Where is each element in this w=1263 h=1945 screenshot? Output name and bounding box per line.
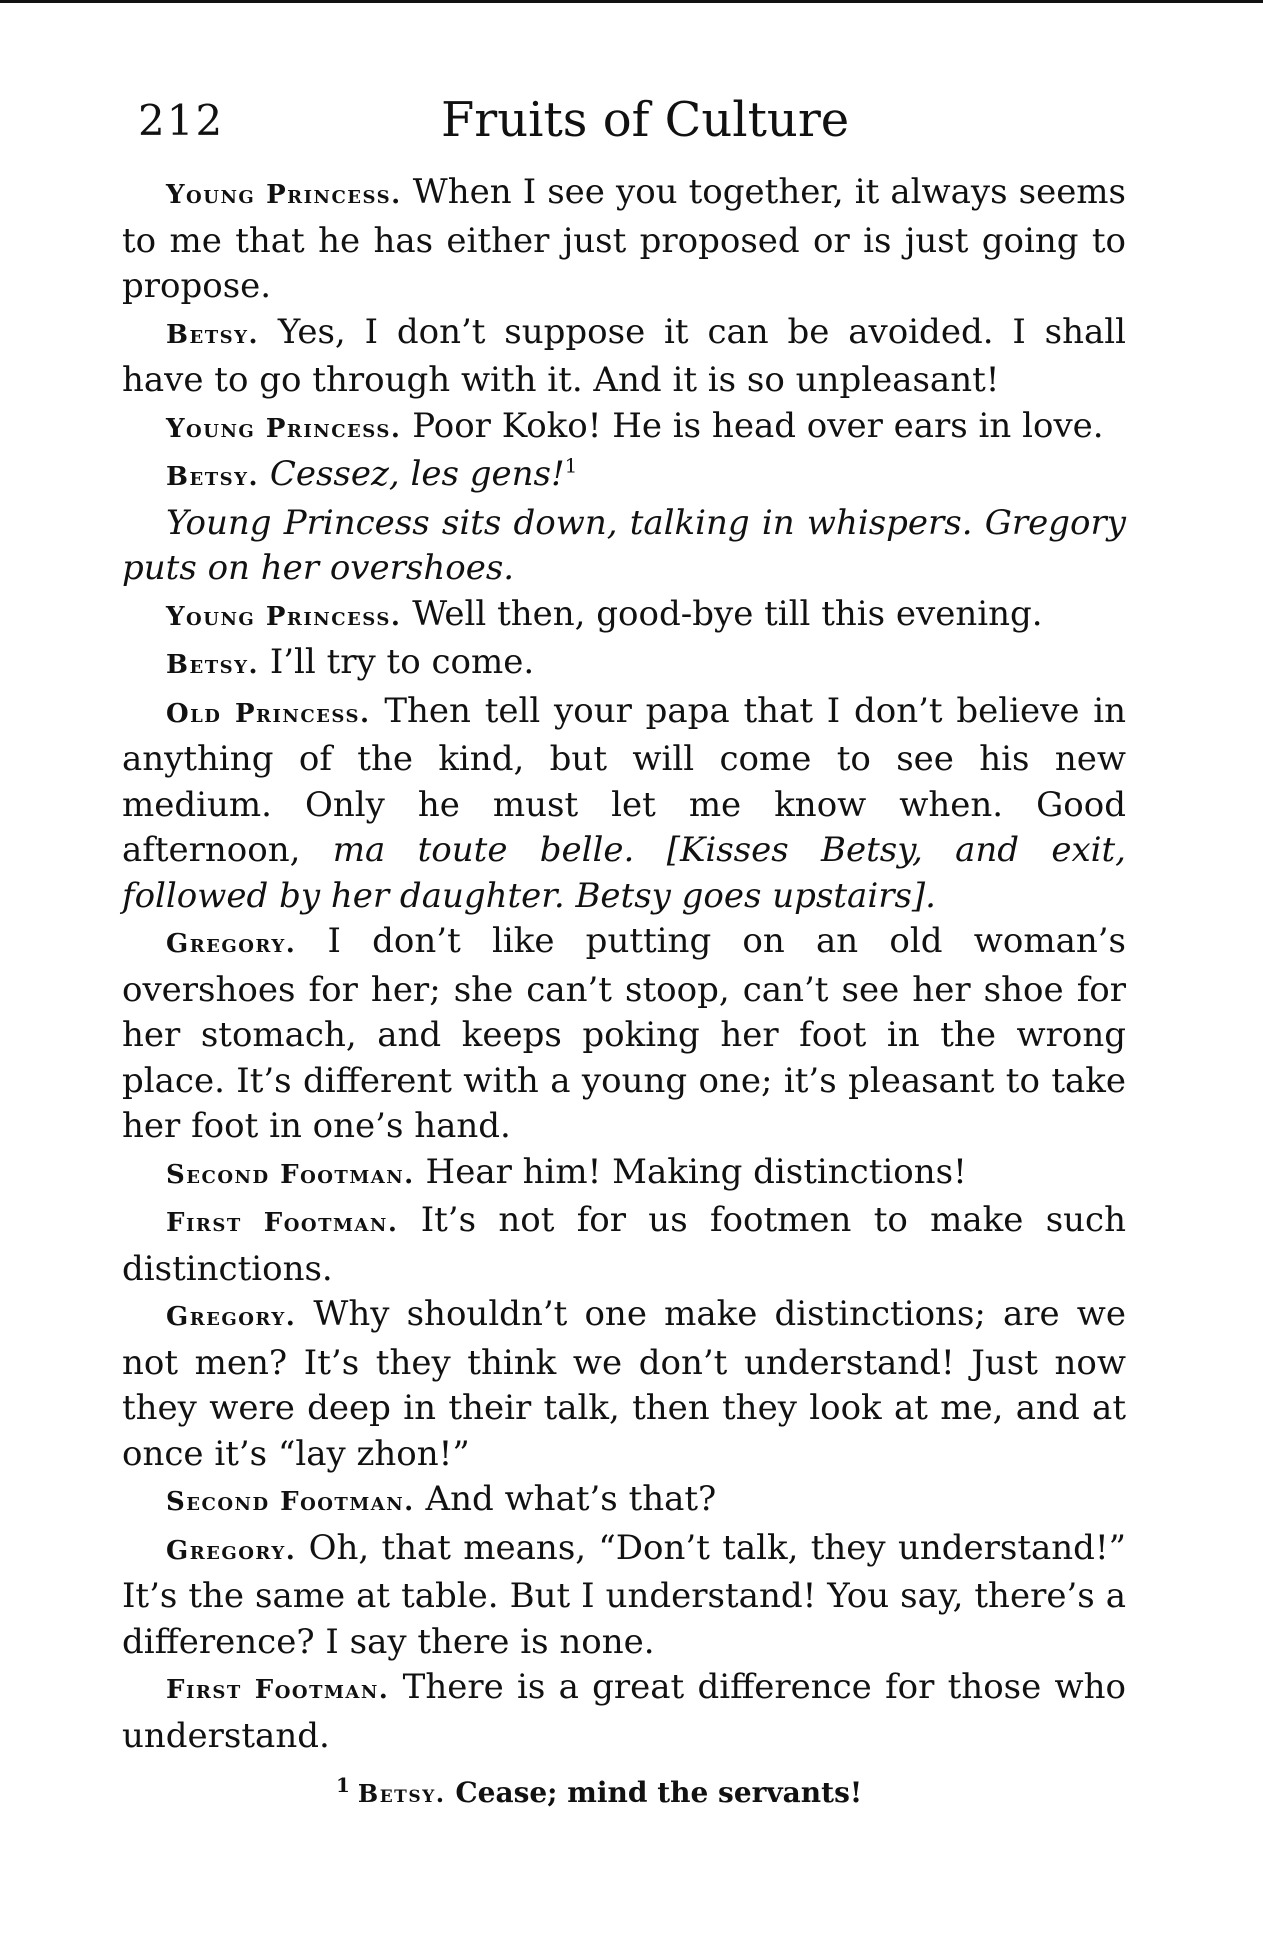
speaker-name: Gregory. — [166, 929, 297, 959]
speech-text: Oh, that means, “Don’t talk, they understand!” It’s the same at table. But I understand! You say, there’s a difference? I say there is none. — [122, 1527, 1126, 1662]
speaker-name: Young Princess. — [166, 413, 402, 444]
speech-text: I don’t like putting on an old woman’s overshoes for her; she can’t stoop, can’t see her shoe for her stomach, and keeps poking her foot in the wrong place. It’s different with a young one; it’s pleasant to take her foot in one’s hand. — [122, 921, 1126, 1146]
speech-text: Hear him! Making distinctions! — [425, 1151, 967, 1192]
speech-text: When I see you together, it always seems to me that he has either just proposed or is just going to propose. — [122, 172, 1127, 306]
speech-paragraph — [122, 919, 1126, 1150]
speech-paragraph — [122, 592, 1126, 641]
speaker-name: Gregory. — [166, 1535, 297, 1566]
speaker-name: Young Princess. — [166, 180, 402, 210]
speaker-name: Betsy. — [166, 650, 259, 680]
running-title: Fruits of Culture — [441, 92, 850, 148]
speech-text: There is a great difference for those who understand. — [122, 1667, 1126, 1756]
footnote — [336, 1772, 863, 1809]
speaker-name: Gregory. — [166, 1302, 297, 1332]
speaker-name: First Footman. — [166, 1675, 390, 1705]
footnote-number: 1 — [336, 1772, 350, 1797]
speech-text: And what’s that? — [425, 1479, 717, 1519]
speaker-name: First Footman. — [166, 1208, 399, 1238]
page-number: 212 — [138, 96, 225, 145]
speaker-name: Young Princess. — [166, 601, 402, 632]
speech-text-italic: Cessez, les gens! — [269, 454, 565, 494]
speaker-name: Betsy. — [166, 319, 259, 350]
speech-text-italic: ma toute belle. — [332, 830, 635, 870]
speaker-name: Old Princess. — [166, 698, 371, 729]
speech-paragraph — [122, 310, 1126, 404]
footnote-speaker: Betsy. — [357, 1779, 446, 1808]
speech-paragraph — [122, 640, 1126, 689]
speech-paragraph — [122, 1477, 1126, 1526]
speech-paragraph — [122, 1150, 1126, 1199]
speech-paragraph — [122, 1292, 1126, 1477]
speech-paragraph — [122, 1526, 1126, 1666]
speech-paragraph — [122, 170, 1126, 310]
speech-text: Poor Koko! He is head over ears in love. — [412, 405, 1104, 446]
speech-text: I’ll try to come. — [269, 642, 535, 682]
speech-paragraph — [122, 1665, 1126, 1759]
footnote-reference: 1 — [564, 453, 578, 478]
speech-paragraph — [122, 452, 1126, 501]
speech-text: Why shouldn’t one make distinctions; are we not men? It’s they think we don’t understand! Just now they were deep in their talk, then they look at me, and at once it’s “lay zhon!” — [122, 1294, 1126, 1474]
speech-text: Then tell your papa that I don’t believe in anything of the kind, but will come to see his new medium. Only he must let me know when. Good afternoon, — [122, 690, 1126, 870]
speech-paragraph — [122, 404, 1126, 453]
speech-paragraph — [122, 689, 1126, 920]
speaker-name: Betsy. — [166, 462, 259, 492]
dialogue-body — [122, 170, 1126, 1759]
footnote-text: Cease; mind the servants! — [455, 1776, 863, 1809]
stage-direction-inline: [Kisses Betsy, and exit, followed by her daughter. Betsy goes upstairs]. — [122, 830, 1126, 916]
stage-direction: Young Princess sits down, talking in whispers. Gregory puts on her overshoes. — [122, 502, 1126, 588]
top-border-rule — [0, 0, 1263, 3]
speaker-name: Second Footman. — [166, 1487, 415, 1517]
speaker-name: Second Footman. — [166, 1159, 415, 1190]
page-header — [138, 92, 1138, 152]
speech-text: Well then, good-bye till this evening. — [412, 593, 1043, 634]
speech-text: Yes, I don’t suppose it can be avoided. I shall have to go through with it. And it is so unpleasant! — [122, 311, 1127, 400]
speech-paragraph — [122, 1198, 1126, 1292]
speech-text: It’s not for us footmen to make such distinctions. — [122, 1200, 1126, 1289]
